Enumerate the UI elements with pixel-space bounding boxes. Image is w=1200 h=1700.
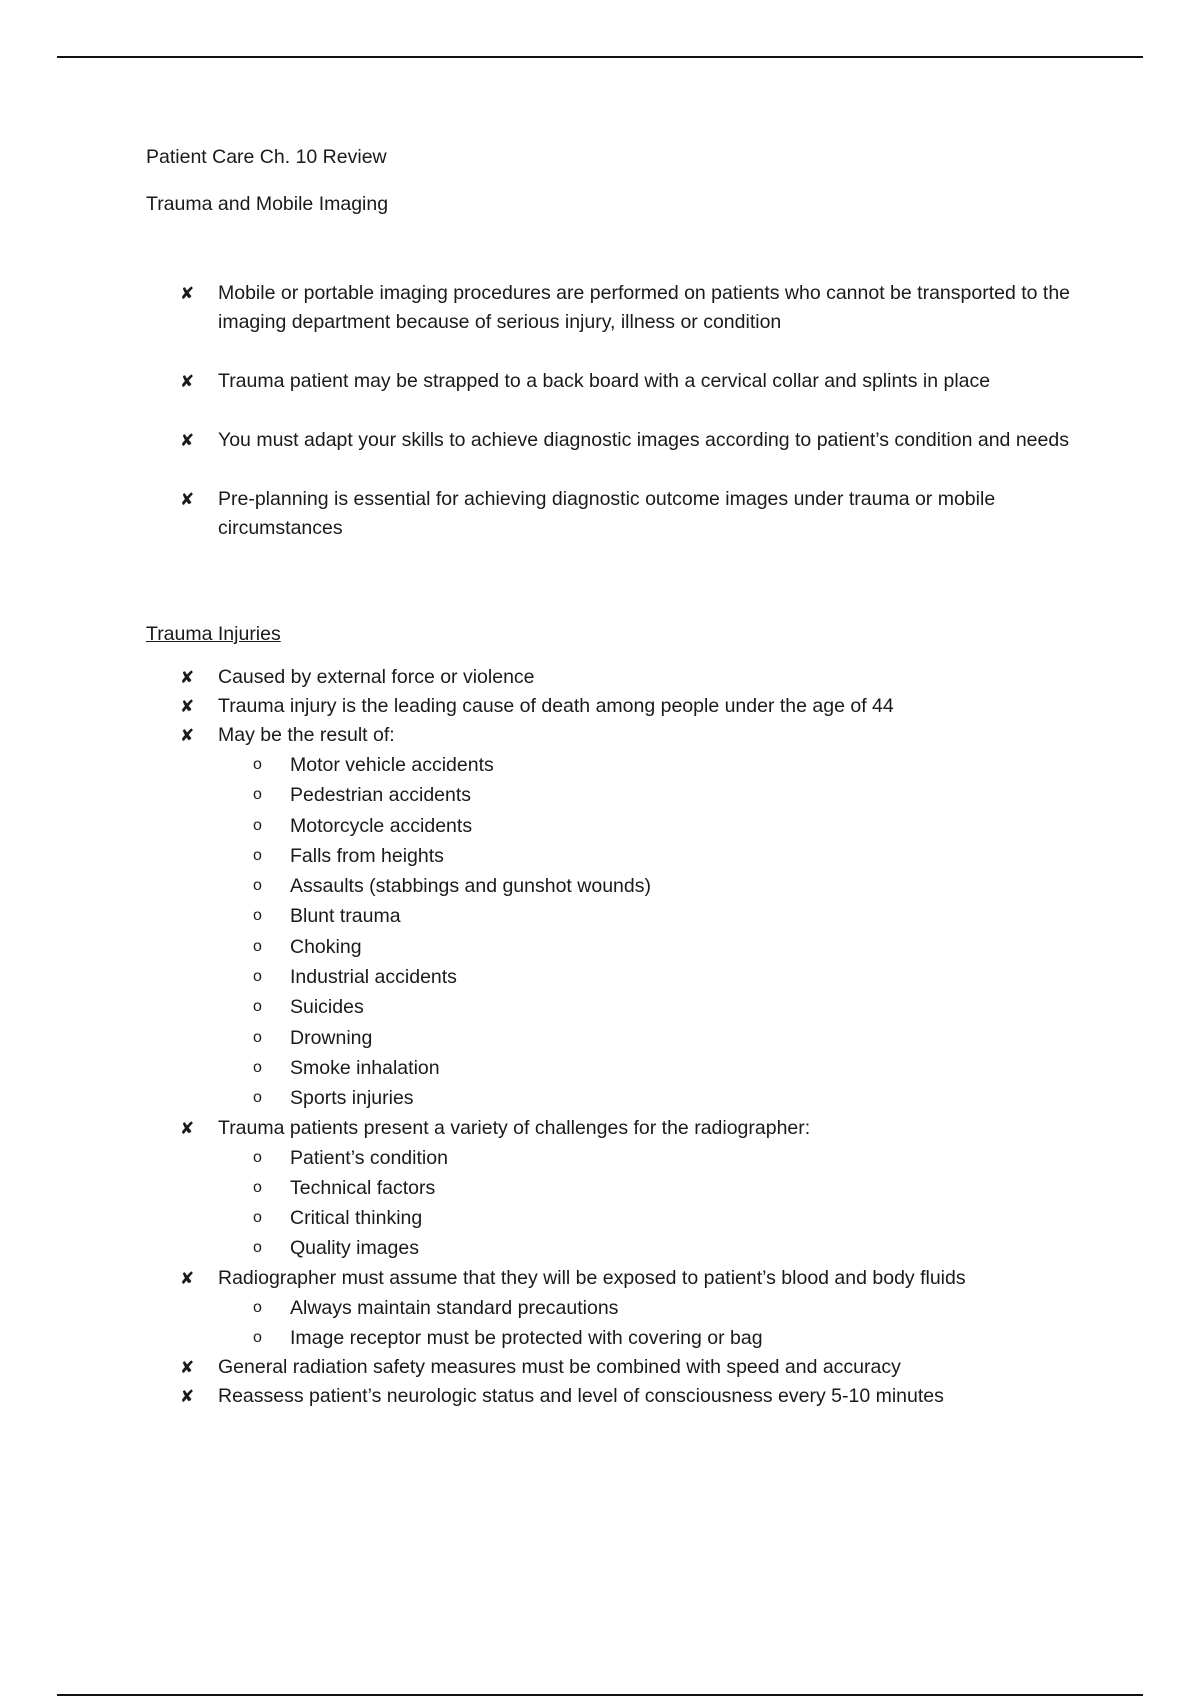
sub-bullet-text: Image receptor must be protected with covering or bag	[290, 1327, 763, 1350]
sub-bullet-item	[218, 1173, 1096, 1203]
trauma-bullet-text: General radiation safety measures must be combined with speed and accuracy	[218, 1356, 901, 1379]
circle-bullet-icon: o	[253, 816, 262, 834]
circle-bullet-icon: o	[253, 1089, 262, 1107]
circle-bullet-icon: o	[253, 846, 262, 864]
cross-bullet-icon: ✘	[180, 431, 195, 450]
circle-bullet-icon: o	[253, 1148, 262, 1166]
circle-bullet-icon: o	[253, 1239, 262, 1257]
document-page	[146, 144, 1096, 1411]
sub-bullet-text: Industrial accidents	[290, 966, 457, 989]
circle-bullet-icon: o	[253, 1209, 262, 1227]
sub-bullet-text: Patient’s condition	[290, 1146, 448, 1169]
sub-bullet-text: Falls from heights	[290, 844, 444, 867]
sub-bullet-item	[218, 1143, 1096, 1173]
sub-bullet-item	[218, 1293, 1096, 1323]
sub-bullet-item	[218, 871, 1096, 901]
intro-bullet-text: Trauma patient may be strapped to a back board with a cervical collar and splints in place	[218, 370, 991, 392]
circle-bullet-icon: o	[253, 1058, 262, 1076]
cross-bullet-icon: ✘	[180, 697, 195, 716]
bottom-rule	[57, 1694, 1143, 1696]
sub-bullet-text: Technical factors	[290, 1176, 436, 1199]
cross-bullet-icon: ✘	[180, 490, 195, 509]
document-title: Patient Care Ch. 10 Review	[146, 146, 387, 168]
cross-bullet-icon: ✘	[180, 1118, 195, 1138]
sub-bullet-item	[218, 841, 1096, 871]
sub-bullet-list	[218, 1293, 1096, 1354]
top-rule	[57, 56, 1143, 58]
sub-bullet-item	[218, 992, 1096, 1022]
circle-bullet-icon: o	[253, 937, 262, 955]
sub-bullet-item	[218, 1083, 1096, 1113]
sub-bullet-text: Suicides	[290, 996, 364, 1019]
circle-bullet-icon: o	[253, 907, 262, 925]
cross-bullet-icon: ✘	[180, 1387, 195, 1407]
trauma-bullet-item	[146, 1382, 1096, 1411]
circle-bullet-icon: o	[253, 756, 262, 773]
sub-bullet-text: Always maintain standard precautions	[290, 1296, 619, 1319]
sub-bullet-text: Motor vehicle accidents	[290, 754, 494, 776]
trauma-bullet-item	[146, 1353, 1096, 1382]
circle-bullet-icon: o	[253, 1028, 262, 1046]
sub-bullet-text: Critical thinking	[290, 1207, 423, 1230]
sub-bullet-text: Sports injuries	[290, 1087, 414, 1110]
sub-bullet-item	[218, 750, 1096, 780]
trauma-bullet-item	[146, 663, 1096, 692]
sub-bullet-text: Drowning	[290, 1026, 373, 1049]
sub-bullet-item	[218, 1323, 1096, 1353]
trauma-bullet-list	[146, 663, 1096, 1411]
trauma-bullet-text: May be the result of:	[218, 724, 395, 746]
circle-bullet-icon: o	[253, 968, 262, 986]
circle-bullet-icon: o	[253, 1298, 262, 1316]
intro-bullet-text: Pre-planning is essential for achieving diagnostic outcome images under trauma or mobile circumstances	[218, 488, 996, 539]
circle-bullet-icon: o	[253, 877, 262, 895]
sub-bullet-item	[218, 811, 1096, 841]
circle-bullet-icon: o	[253, 1178, 262, 1196]
sub-bullet-item	[218, 901, 1096, 931]
intro-bullet-item	[146, 485, 1096, 543]
intro-bullet-text: Mobile or portable imaging procedures are performed on patients who cannot be transported to the imaging department because of serious injury, illness or condition	[218, 282, 1071, 333]
sub-bullet-text: Smoke inhalation	[290, 1056, 440, 1079]
circle-bullet-icon: o	[253, 1329, 262, 1347]
cross-bullet-icon: ✘	[180, 1268, 195, 1288]
trauma-bullet-item	[146, 1264, 1096, 1354]
sub-bullet-text: Pedestrian accidents	[290, 784, 472, 807]
trauma-bullet-item	[146, 692, 1096, 721]
cross-bullet-icon: ✘	[180, 726, 195, 745]
intro-bullet-item	[146, 279, 1096, 337]
cross-bullet-icon: ✘	[180, 284, 195, 303]
circle-bullet-icon: o	[253, 786, 262, 804]
sub-bullet-text: Motorcycle accidents	[290, 814, 473, 837]
intro-bullet-text: You must adapt your skills to achieve diagnostic images according to patient’s condition and needs	[218, 429, 1069, 451]
trauma-bullet-text: Trauma patients present a variety of challenges for the radiographer:	[218, 1116, 811, 1139]
sub-bullet-text: Blunt trauma	[290, 905, 401, 928]
trauma-bullet-text: Radiographer must assume that they will be exposed to patient’s blood and body fluids	[218, 1266, 966, 1289]
trauma-bullet-item	[146, 1114, 1096, 1264]
trauma-bullet-text: Reassess patient’s neurologic status and level of consciousness every 5-10 minutes	[218, 1385, 944, 1408]
section-heading-trauma-injuries: Trauma Injuries	[146, 623, 281, 645]
cross-bullet-icon: ✘	[180, 372, 195, 391]
cross-bullet-icon: ✘	[180, 1358, 195, 1378]
sub-bullet-item	[218, 1023, 1096, 1053]
trauma-bullet-text: Caused by external force or violence	[218, 666, 535, 688]
circle-bullet-icon: o	[253, 998, 262, 1016]
sub-bullet-text: Quality images	[290, 1237, 419, 1260]
sub-bullet-item	[218, 780, 1096, 810]
sub-bullet-item	[218, 932, 1096, 962]
trauma-bullet-item	[146, 721, 1096, 1114]
sub-bullet-list	[218, 750, 1096, 1114]
sub-bullet-item	[218, 1053, 1096, 1083]
sub-bullet-text: Assaults (stabbings and gunshot wounds)	[290, 875, 651, 898]
intro-bullet-item	[146, 426, 1096, 455]
intro-bullet-list	[146, 279, 1096, 543]
cross-bullet-icon: ✘	[180, 668, 195, 687]
sub-bullet-list	[218, 1143, 1096, 1264]
sub-bullet-item	[218, 962, 1096, 992]
sub-bullet-text: Choking	[290, 935, 362, 958]
sub-bullet-item	[218, 1233, 1096, 1263]
document-subtitle: Trauma and Mobile Imaging	[146, 193, 389, 215]
sub-bullet-item	[218, 1203, 1096, 1233]
intro-bullet-item	[146, 367, 1096, 396]
trauma-bullet-text: Trauma injury is the leading cause of death among people under the age of 44	[218, 695, 894, 717]
